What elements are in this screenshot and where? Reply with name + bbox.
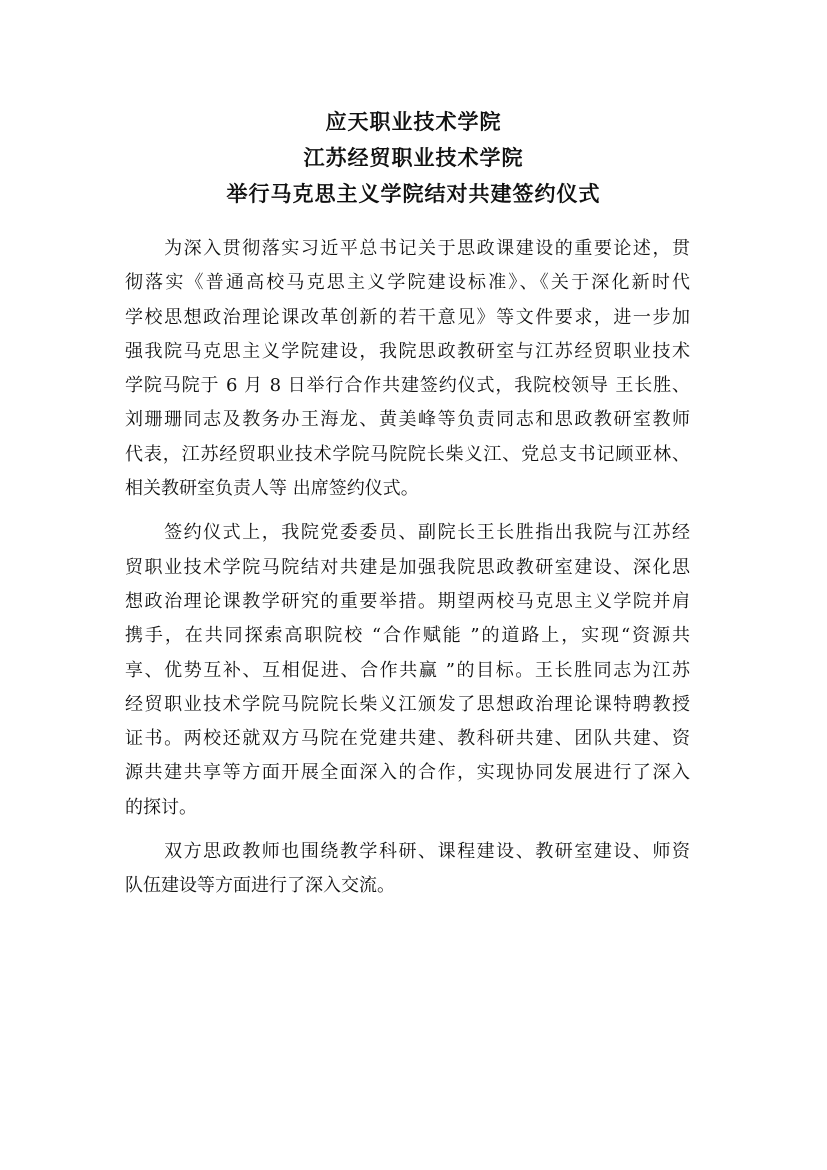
paragraph-line: 双方思政教师也围绕教学科研、课程建设、教研室建设、师资	[125, 841, 690, 863]
paragraph-line: 享、优势互补、互相促进、合作共赢 ”的目标。王长胜同志为江苏	[125, 659, 690, 681]
paragraph-line: 强我院马克思主义学院建设，我院思政教研室与江苏经贸职业技术	[125, 340, 690, 362]
paragraph-line: 队伍建设等方面进行了深入交流。	[125, 875, 395, 897]
paragraph-line: 学校思想政治理论课改革创新的若干意见》等文件要求，进一步加	[125, 306, 690, 328]
document-title	[0, 104, 827, 212]
paragraph-line: 经贸职业技术学院马院院长柴义江颁发了思想政治理论课特聘教授	[125, 693, 690, 715]
paragraph-line: 彻落实《普通高校马克思主义学院建设标准》、《关于深化新时代	[125, 272, 690, 294]
document-body	[125, 232, 690, 904]
paragraph-line: 证书。两校还就双方马院在党建共建、教科研共建、团队共建、资	[125, 728, 690, 750]
paragraph-1	[125, 232, 690, 506]
paragraph-line: 签约仪式上，我院党委委员、副院长王长胜指出我院与江苏经	[125, 522, 690, 544]
paragraph-line: 相关教研室负责人等 出席签约仪式。	[125, 478, 419, 500]
paragraph-2	[125, 516, 690, 825]
paragraph-gap	[125, 506, 690, 516]
paragraph-line: 携手，在共同探索高职院校 “合作赋能 ”的道路上，实现“资源共	[125, 625, 690, 647]
title-line-3: 举行马克思主义学院结对共建签约仪式	[226, 182, 601, 206]
title-line-1: 应天职业技术学院	[325, 110, 502, 134]
paragraph-line: 代表，江苏经贸职业技术学院马院院长柴义江、党总支书记顾亚林、	[125, 443, 690, 465]
paragraph-line: 贸职业技术学院马院结对共建是加强我院思政教研室建设、深化思	[125, 556, 690, 578]
paragraph-line: 学院马院于 6 月 8 日举行合作共建签约仪式，我院校领导 王长胜、	[125, 375, 690, 397]
paragraph-line: 的探讨。	[125, 796, 197, 818]
title-line-2: 江苏经贸职业技术学院	[303, 146, 524, 170]
paragraph-line: 为深入贯彻落实习近平总书记关于思政课建设的重要论述，贯	[125, 238, 690, 259]
paragraph-line: 源共建共享等方面开展全面深入的合作，实现协同发展进行了深入	[125, 762, 690, 784]
paragraph-3	[125, 835, 690, 904]
paragraph-gap	[125, 825, 690, 835]
paragraph-line: 刘珊珊同志及教务办王海龙、黄美峰等负责同志和思政教研室教师	[125, 409, 690, 431]
paragraph-line: 想政治理论课教学研究的重要举措。期望两校马克思主义学院并肩	[125, 590, 690, 612]
